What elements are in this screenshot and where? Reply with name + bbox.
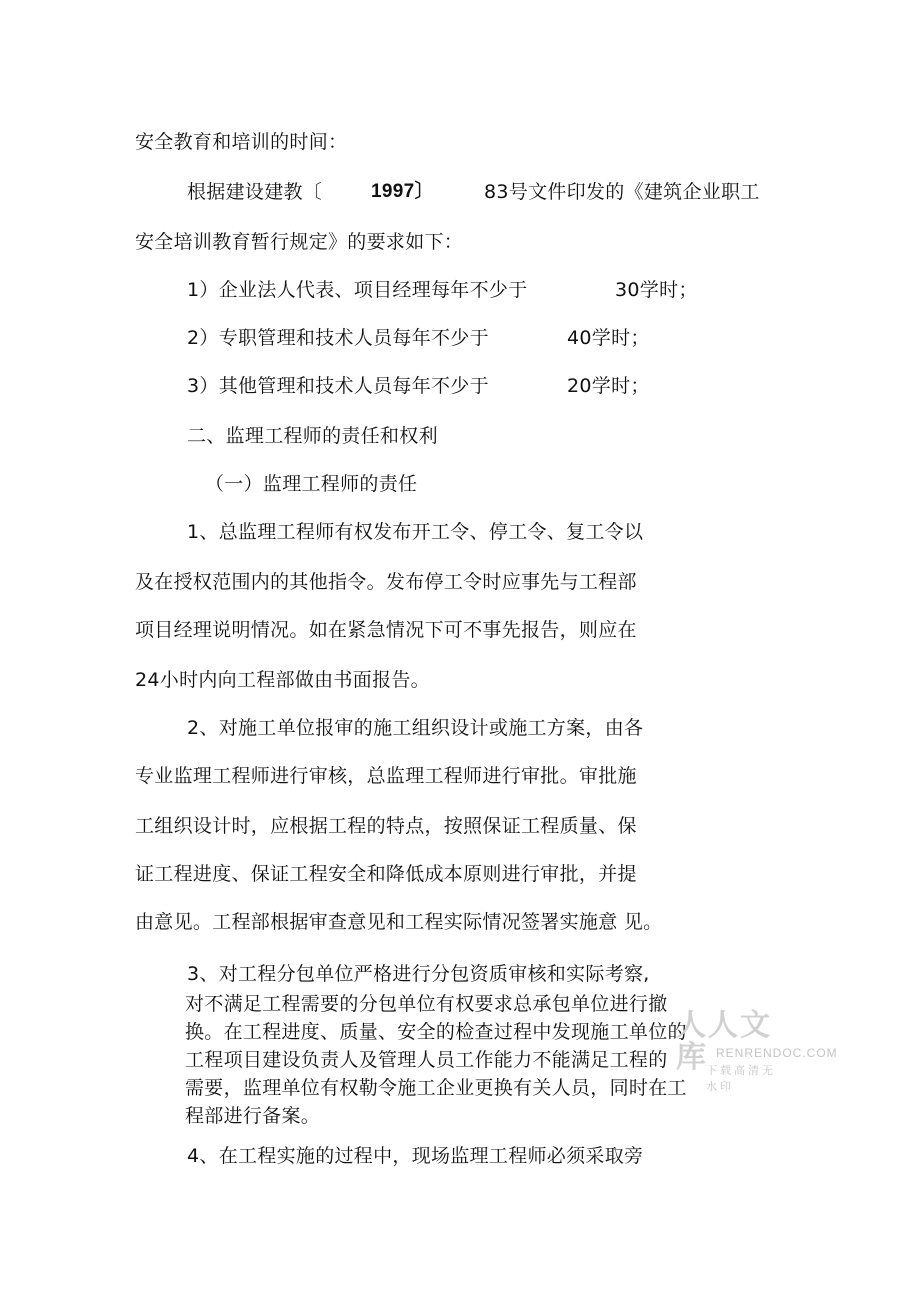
list-item: 3）其他管理和技术人员每年不少于 bbox=[187, 375, 489, 397]
text-line: 工程项目建设负责人及管理人员工作能力不能满足工程的 bbox=[185, 1049, 668, 1071]
text-line: 安全培训教育暂行规定》的要求如下： bbox=[135, 231, 464, 253]
list-item-value: 30学时； bbox=[615, 279, 698, 301]
text-line: 83号文件印发的《建筑企业职工 bbox=[484, 181, 760, 203]
text-line: 2、对施工单位报审的施工组织设计或施工方案，由各 bbox=[187, 717, 644, 739]
watermark-logo bbox=[676, 1008, 838, 1093]
text-line: 对不满足工程需要的分包单位有权要求总承包单位进行撤 bbox=[185, 993, 668, 1015]
text-line: 4、在工程实施的过程中，现场监理工程师必须采取旁 bbox=[187, 1145, 644, 1167]
text-line: 程部进行备案。 bbox=[185, 1105, 321, 1127]
section-heading: 二、监理工程师的责任和权利 bbox=[187, 425, 438, 447]
text-line: 证工程进度、保证工程安全和降低成本原则进行审批，并提 bbox=[135, 863, 637, 885]
text-line: 及在授权范围内的其他指令。发布停工令时应事先与工程部 bbox=[135, 571, 637, 593]
text-line: 项目经理说明情况。如在紧急情况下可不事先报告，则应在 bbox=[135, 619, 637, 641]
list-item-value: 40学时； bbox=[567, 327, 650, 349]
text-line: 1、总监理工程师有权发布开工令、停工令、复工令以 bbox=[187, 521, 644, 543]
list-item: 2）专职管理和技术人员每年不少于 bbox=[187, 327, 489, 349]
text-line: 需要，监理单位有权勒令施工企业更换有关人员，同时在工 bbox=[185, 1077, 687, 1099]
text-line: 由意见。工程部根据审查意见和工程实际情况签署实施意 见。 bbox=[135, 911, 663, 933]
text-line: 24小时内向工程部做由书面报告。 bbox=[135, 669, 430, 691]
text-line: 工组织设计时，应根据工程的特点，按照保证工程质量、保 bbox=[135, 815, 637, 837]
text-line: 换。在工程进度、质量、安全的检查过程中发现施工单位的 bbox=[185, 1021, 687, 1043]
list-item: 1）企业法人代表、项目经理每年不少于 bbox=[187, 279, 528, 301]
text-line: 安全教育和培训的时间： bbox=[135, 131, 348, 153]
text-line: 根据建设建教〔 bbox=[187, 181, 323, 203]
watermark-domain: RENRENDOC.COM bbox=[716, 1046, 838, 1060]
subsection-heading: （一）监理工程师的责任 bbox=[205, 473, 418, 495]
text-line: 专业监理工程师进行审核，总监理工程师进行审批。审批施 bbox=[135, 765, 637, 787]
text-line: 3、对工程分包单位严格进行分包资质审核和实际考察, bbox=[187, 963, 650, 985]
watermark-subtitle: 下载高清无水印 bbox=[706, 1064, 776, 1093]
watermark-title: 人人文库 bbox=[676, 1008, 772, 1075]
list-item-value: 20学时； bbox=[567, 375, 650, 397]
text-line: 1997〕 bbox=[371, 181, 434, 202]
